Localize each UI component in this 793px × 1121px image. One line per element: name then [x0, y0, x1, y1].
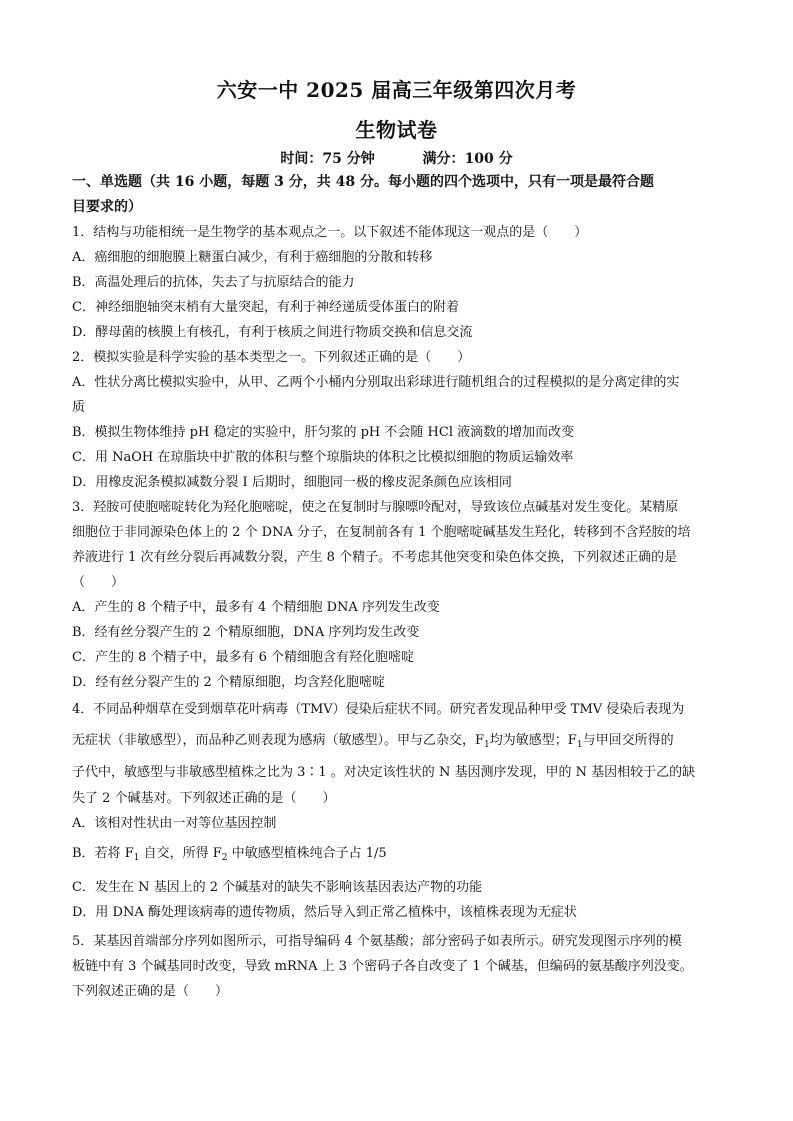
f1-symbol: $F_1$: [567, 733, 583, 749]
exam-title: 六安一中 2025 届高三年级第四次月考: [216, 78, 577, 102]
q4-stem-line4: 失了 2 个碱基对。下列叙述正确的是（ ）: [72, 791, 336, 806]
q2-option-d: D．用橡皮泥条模拟减数分裂 Ⅰ 后期时，细胞同一极的橡皮泥条颜色应该相同: [72, 475, 512, 490]
f2-symbol: $F_2$: [212, 846, 228, 862]
q4-stem-line1: 4．不同品种烟草在受到烟草花叶病毒（TMV）侵染后症状不同。研究者发现品种甲受 TMV 侵染后表现为: [72, 702, 685, 717]
q3-stem-line1: 3．羟胺可使胞嘧啶转化为羟化胞嘧啶，使之在复制时与腺嘌呤配对，导致该位点碱基对发生变化。某精原: [72, 500, 679, 515]
exam-meta: [0, 148, 793, 168]
q4-option-b: B．若将 $F_1$ 自交，所得 $F_2$ 中敏感型植株纯合子占 1/5: [72, 846, 387, 862]
q1-option-a: A．癌细胞的细胞膜上糖蛋白减少，有利于癌细胞的分散和转移: [72, 250, 433, 265]
q1-option-c: C．神经细胞轴突末梢有大量突起，有利于神经递质受体蛋白的附着: [72, 300, 459, 315]
q3-stem-line4: （ ）: [72, 575, 125, 590]
q4-option-c: C．发生在 N 基因上的 2 个碱基对的缺失不影响该基因表达产物的功能: [72, 880, 483, 895]
q4-line2-part3: 与甲回交所得的: [582, 733, 674, 748]
q3-option-d: D．经有丝分裂产生的 2 个精原细胞，均含羟化胞嘧啶: [72, 675, 385, 690]
q2-stem: 2．模拟实验是科学实验的基本类型之一。下列叙述正确的是（ ）: [72, 350, 471, 365]
q3-option-b: B．经有丝分裂产生的 2 个精原细胞，DNA 序列均发生改变: [72, 625, 420, 640]
q3-option-a: A．产生的 8 个精子中，最多有 4 个精细胞 DNA 序列发生改变: [72, 600, 440, 615]
subject-title: 生物试卷: [355, 118, 438, 142]
q4-option-d: D．用 DNA 酶处理该病毒的遗传物质，然后导入到正常乙植株中，该植株表现为无症状: [72, 905, 577, 920]
q4-stem-line2: [72, 733, 722, 749]
f1-symbol: $F_1$: [124, 846, 140, 862]
q1-option-b: B．高温处理后的抗体，失去了与抗原结合的能力: [72, 275, 355, 290]
q5-stem-line1: 5．某基因首端部分序列如图所示，可指导编码 4 个氨基酸；部分密码子如表所示。研究发现图示序列的模: [72, 934, 682, 949]
q4-line2-part1: 无症状（非敏感型），而品种乙则表现为感病（敏感型）。甲与乙杂交，: [72, 733, 476, 748]
q3-option-c: C．产生的 8 个精子中，最多有 6 个精细胞含有羟化胞嘧啶: [72, 650, 415, 665]
q5-stem-line3: 下列叙述正确的是（ ）: [72, 984, 229, 999]
q4-option-a: A．该相对性状由一对等位基因控制: [72, 816, 277, 831]
q3-stem-line3: 养液进行 1 次有丝分裂后再减数分裂，产生 8 个精子。不考虑其他突变和染色体交换，下列叙述正确的是: [72, 550, 678, 565]
q2-option-a-line2: 质: [72, 400, 86, 415]
full-score: 满分：100 分: [422, 151, 513, 167]
q2-option-b: B．模拟生物体维持 pH 稳定的实验中，肝匀浆的 pH 不会随 HCl 液滴数的增加而改变: [72, 425, 575, 440]
q2-option-c: C．用 NaOH 在琼脂块中扩散的体积与整个琼脂块的体积之比模拟细胞的物质运输效率: [72, 450, 574, 465]
section-heading-line1: 一、单选题（共 16 小题，每题 3 分，共 48 分。每小题的四个选项中，只有一项是最符合题: [72, 174, 654, 190]
q3-stem-line2: 细胞位于非同源染色体上的 2 个 DNA 分子，在复制前各有 1 个胞嘧啶碱基发生羟化，转移到不含羟胺的培: [72, 525, 691, 540]
q1-stem: 1．结构与功能相统一是生物学的基本观点之一。以下叙述不能体现这一观点的是（ ）: [72, 225, 588, 240]
f1-symbol: $F_1$: [475, 733, 490, 749]
section-heading-line2: 目要求的）: [72, 199, 142, 215]
time-limit: 时间：75 分钟: [280, 151, 375, 167]
q4-line2-part2: 均为敏感型；: [489, 733, 568, 748]
q5-stem-line2: 板链中有 3 个碱基同时改变，导致 mRNA 上 3 个密码子各自改变了 1 个碱基，但编码的氨基酸序列没变。: [72, 959, 693, 974]
q4-stem-line3: 子代中，敏感型与非敏感型植株之比为 3∶1 。对决定该性状的 N 基因测序发现，甲的 N 基因相较于乙的缺: [72, 765, 696, 780]
q1-option-d: D．酵母菌的核膜上有核孔，有利于核质之间进行物质交换和信息交流: [72, 325, 473, 340]
q2-option-a-line1: A．性状分离比模拟实验中，从甲、乙两个小桶内分别取出彩球进行随机组合的过程模拟的是分离定律的实: [72, 375, 680, 390]
